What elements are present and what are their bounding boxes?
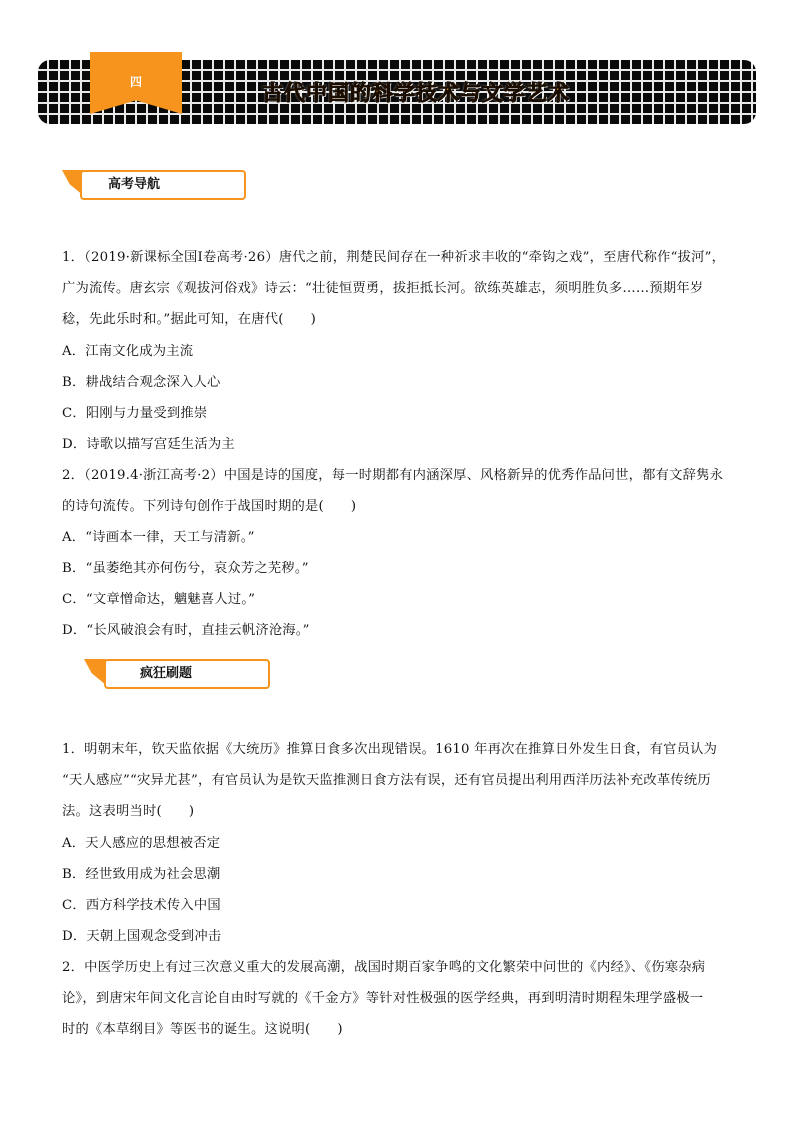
section-header-practice: 疯狂刷题	[104, 659, 270, 689]
question-1-stem-line-3: 稔，先此乐时和。”据此可知，在唐代( )	[62, 312, 317, 327]
practice-1-option-b: B．经世致用成为社会思潮	[62, 867, 221, 882]
practice-2-stem-line-2: 论》，到唐宋年间文化言论自由时写就的《千金方》等针对性极强的医学经典，再到明清时期程朱理学盛极一	[62, 991, 704, 1006]
question-2-stem-line-1: 2．（2019.4·浙江高考·2）中国是诗的国度，每一时期都有内涵深厚、风格新异的优秀作品问世，都有文辞隽永	[62, 468, 724, 483]
practice-1-option-d: D．天朝上国观念受到冲击	[62, 929, 222, 944]
question-1-stem-line-2: 广为流传。唐玄宗《观拔河俗戏》诗云：“壮徒恒贾勇，拔拒抵长河。欲练英雄志，须明胜负多……预期年岁	[62, 281, 704, 296]
practice-1-stem-line-3: 法。这表明当时( )	[62, 804, 195, 819]
practice-1-stem-line-1: 1．明朝末年，钦天监依据《大统历》推算日食多次出现错误。1610 年再次在推算日外发生日食，有官员认为	[62, 742, 718, 757]
question-1-stem-line-1: 1．（2019·新课标全国Ⅰ卷高考·26）唐代之前，荆楚民间存在一种祈求丰收的“牵钩之戏”，至唐代称作“拔河”，	[62, 250, 726, 265]
question-1-option-b: B．耕战结合观念深入人心	[62, 375, 221, 390]
question-1-option-d: D．诗歌以描写宫廷生活为主	[62, 437, 235, 452]
practice-1-option-a: A．天人感应的思想被否定	[62, 836, 221, 851]
practice-1-stem-line-2: “天人感应”“灾异尤甚”，有官员认为是钦天监推测日食方法有误，还有官员提出利用西洋历法补充改革传统历	[62, 773, 711, 788]
section-header-gaokao: 高考导航	[80, 170, 246, 200]
question-2-option-a: A．“诗画本一律，天工与清新。”	[62, 530, 255, 545]
practice-1-option-c: C．西方科学技术传入中国	[62, 898, 221, 913]
chapter-number: 四	[130, 75, 143, 89]
question-1-option-a: A．江南文化成为主流	[62, 344, 194, 359]
question-2-option-b: B．“虽萎绝其亦何伤兮，哀众芳之芜秽。”	[62, 561, 309, 576]
practice-2-stem-line-1: 2．中医学历史上有过三次意义重大的发展高潮，战国时期百家争鸣的文化繁荣中问世的《内经》、《伤寒杂病	[62, 960, 706, 975]
question-2-option-c: C．“文章憎命达，魑魅喜人过。”	[62, 592, 256, 607]
question-2-option-d: D．“长风破浪会有时，直挂云帆济沧海。”	[62, 623, 310, 638]
question-2-stem-line-2: 的诗句流传。下列诗句创作于战国时期的是( )	[62, 499, 357, 514]
section-flag-icon	[84, 659, 106, 685]
question-1-option-c: C．阳刚与力量受到推崇	[62, 406, 208, 421]
chapter-title: 古代中国的科学技术与文学艺术	[262, 81, 570, 105]
practice-2-stem-line-3: 时的《本草纲目》等医书的诞生。这说明( )	[62, 1022, 343, 1037]
